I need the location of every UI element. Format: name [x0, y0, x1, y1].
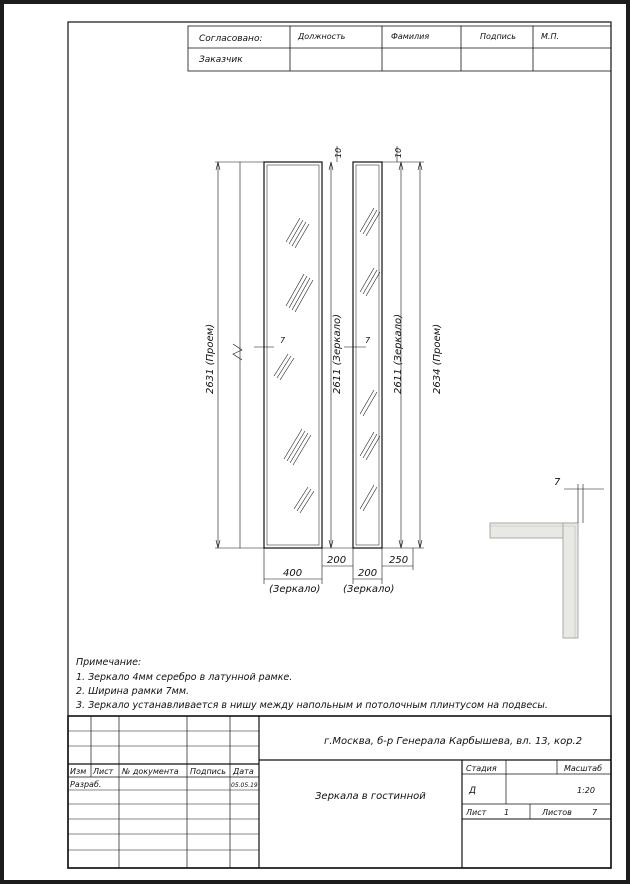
note-1: 1. Зеркало 4мм серебро в латунной рамке.: [76, 672, 293, 683]
dim-width-200-b-sub: (Зеркало): [343, 584, 395, 595]
dim-opening-right: 2634 (Проем): [432, 323, 443, 394]
dim-mirror-left: 2611 (Зеркало): [332, 313, 343, 394]
dim-mirror-right: 2611 (Зеркало): [393, 313, 404, 394]
drawing-canvas: [4, 4, 626, 880]
developer-date: 05.05.19: [231, 782, 258, 789]
note-3: 3. Зеркало устанавливается в нишу между напольным и потолочным плинтусом на подвесы.: [76, 700, 548, 711]
dim-frame-width: 7: [554, 477, 561, 488]
notes-title: Примечание:: [76, 657, 142, 668]
dim-width-200-a: 200: [327, 555, 347, 566]
dim-width-200-b: 200: [358, 568, 378, 579]
customer-label: Заказчик: [199, 55, 243, 65]
scale-label: Масштаб: [564, 764, 603, 773]
note-2: 2. Ширина рамки 7мм.: [76, 686, 190, 697]
stamp-column: М.П.: [541, 32, 560, 41]
col-date: Дата: [233, 767, 254, 776]
sheets-label: Листов: [542, 808, 572, 817]
sheet-label: Лист: [466, 808, 487, 817]
mirror-left: [264, 162, 322, 548]
dim-width-400: 400: [283, 568, 303, 579]
dim-opening-left: 2631 (Проем): [205, 323, 216, 394]
position-column: Должность: [298, 32, 346, 41]
dim-10-right: 10: [394, 147, 403, 158]
dim-width-400-sub: (Зеркало): [269, 584, 321, 595]
developer-label: Разраб.: [70, 780, 102, 789]
col-document: № документа: [122, 767, 179, 776]
stage-label: Стадия: [466, 764, 497, 773]
dim-gap-left: 7: [280, 336, 286, 345]
surname-column: Фамилия: [391, 32, 430, 41]
signature-column: Подпись: [480, 32, 516, 41]
project-address: г.Москва, б-р Генерала Карбышева, вл. 13, кор.2: [324, 736, 583, 747]
dim-width-250: 250: [389, 555, 409, 566]
sheet-value: 1: [504, 808, 510, 817]
col-signature: Подпись: [190, 767, 226, 776]
frame-corner-detail: [490, 484, 604, 638]
project-title: Зеркала в гостинной: [315, 791, 426, 802]
dim-10-left: 10: [334, 147, 343, 158]
scale-value: 1:20: [577, 786, 595, 795]
drawing-sheet: [4, 4, 626, 880]
col-sheet: Лист: [93, 767, 114, 776]
dim-gap-right: 7: [365, 336, 371, 345]
sheets-value: 7: [592, 808, 598, 817]
col-change: Изм: [70, 767, 87, 776]
mirror-right: [353, 162, 382, 548]
stage-value: Д: [469, 786, 477, 796]
agreed-label: Согласовано:: [199, 34, 263, 44]
